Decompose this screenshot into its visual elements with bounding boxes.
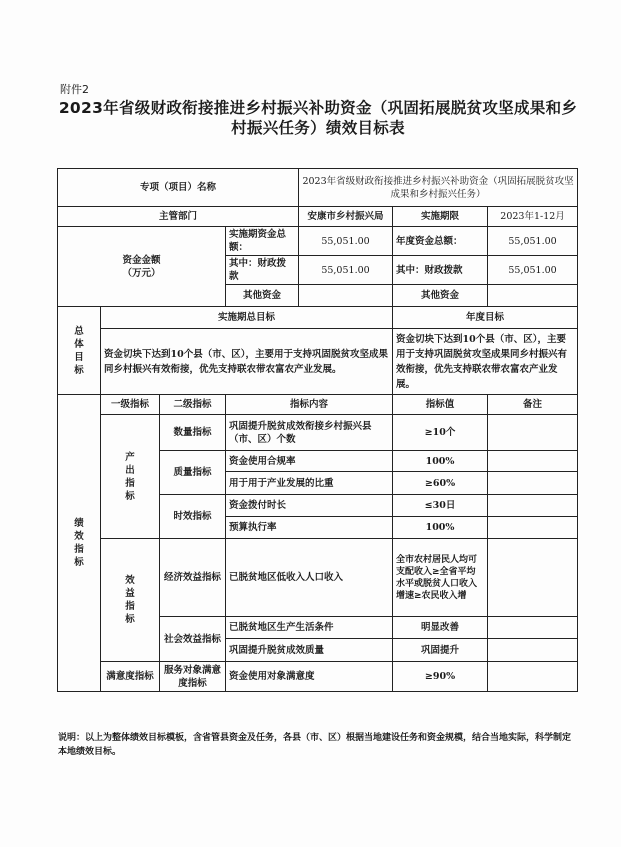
title-line-2: 村振兴任务）绩效目标表 <box>231 119 405 137</box>
indicator-remark <box>488 639 578 662</box>
benefit-indicator-label <box>101 539 160 662</box>
dept-label: 主管部门 <box>58 207 299 227</box>
goals-header-row <box>58 307 578 329</box>
indicator-value: 100% <box>393 451 488 472</box>
funds-label-line-1: 资金金额 <box>122 254 161 266</box>
header-content: 指标内容 <box>226 395 393 415</box>
document-title <box>48 98 588 138</box>
period-value: 2023年1-12月 <box>488 207 578 227</box>
header-remark: 备注 <box>488 395 578 415</box>
indicator-remark <box>488 539 578 617</box>
quality-indicator-label: 质量指标 <box>160 451 226 495</box>
output-indicator-label <box>101 415 160 539</box>
social-indicator-label: 社会效益指标 <box>160 617 226 662</box>
overall-goal-section-label <box>58 307 101 395</box>
indicator-remark <box>488 617 578 639</box>
quantity-indicator-label: 数量指标 <box>160 415 226 451</box>
benefit-indicator-text: 效益指标 <box>125 575 135 625</box>
indicator-row <box>58 415 578 451</box>
indicator-content: 资金使用对象满意度 <box>226 662 393 692</box>
year-total-value: 55,051.00 <box>488 227 578 256</box>
other-label-year: 其他资金 <box>393 285 488 307</box>
indicator-value: ≤30日 <box>393 495 488 517</box>
fiscal-value-impl: 55,051.00 <box>299 256 393 285</box>
year-goal-text: 资金切块下达到10个县（市、区），主要用于支持巩固脱贫攻坚成果同乡村振兴有效衔接，优先支持联农带农富农产业发展。 <box>393 329 578 395</box>
project-name-value: 2023年省级财政衔接推进乡村振兴补助资金（巩固拓展脱贫攻坚成果和乡村振兴任务） <box>299 169 578 207</box>
performance-indicator-section-label <box>58 395 101 692</box>
title-line-1: 2023年省级财政衔接推进乡村振兴补助资金（巩固拓展脱贫攻坚成果和乡 <box>58 99 578 117</box>
impl-total-label: 实施期资金总额： <box>226 227 299 256</box>
output-indicator-text: 产出指标 <box>125 451 135 502</box>
dept-value: 安康市乡村振兴局 <box>299 207 393 227</box>
indicator-content: 预算执行率 <box>226 517 393 539</box>
indicator-value: ≥60% <box>393 472 488 495</box>
funds-row-1 <box>58 227 578 256</box>
goals-text-row <box>58 329 578 395</box>
indicator-content: 资金拨付时长 <box>226 495 393 517</box>
indicator-content: 资金使用合规率 <box>226 451 393 472</box>
dept-row <box>58 207 578 227</box>
indicator-value: ≥10个 <box>393 415 488 451</box>
overall-goal-section-text: 总体目标 <box>74 325 84 376</box>
impl-goal-text: 资金切块下达到10个县（市、区），主要用于支持巩固脱贫攻坚成果同乡村振兴有效衔接，优先支持联农带农富农产业发展。 <box>101 329 393 395</box>
project-name-row <box>58 169 578 207</box>
indicator-value: ≥90% <box>393 662 488 692</box>
attachment-label: 附件2 <box>60 83 89 96</box>
other-value-year <box>488 285 578 307</box>
project-name-label: 专项（项目）名称 <box>58 169 299 207</box>
other-label-impl: 其他资金 <box>226 285 299 307</box>
footnote: 说明：以上为整体绩效目标模板，含省管县资金及任务，各县（市、区）根据当地建设任务和资金规模，结合当地实际，科学制定本地绩效目标。 <box>58 733 572 757</box>
impl-total-value: 55,051.00 <box>299 227 393 256</box>
performance-target-table <box>57 168 578 692</box>
indicator-content: 已脱贫地区生产生活条件 <box>226 617 393 639</box>
indicator-value: 100% <box>393 517 488 539</box>
header-level2: 二级指标 <box>160 395 226 415</box>
indicator-content: 巩固提升脱贫成效衔接乡村振兴县（市、区）个数 <box>226 415 393 451</box>
indicator-remark <box>488 662 578 692</box>
indicator-remark <box>488 517 578 539</box>
year-total-label: 年度资金总额： <box>393 227 488 256</box>
impl-goal-label: 实施期总目标 <box>101 307 393 329</box>
indicator-remark <box>488 495 578 517</box>
funds-label-line-2: （万元） <box>122 267 161 279</box>
indicator-remark <box>488 415 578 451</box>
indicator-content: 巩固提升脱贫成效质量 <box>226 639 393 662</box>
indicator-value: 全市农村居民人均可支配收入≥全省平均水平或脱贫人口收入增速≥农民收入增 <box>393 539 488 617</box>
performance-indicator-section-text: 绩效指标 <box>74 518 84 568</box>
header-value: 指标值 <box>393 395 488 415</box>
indicator-value: 巩固提升 <box>393 639 488 662</box>
satisfaction-indicator-label: 满意度指标 <box>101 662 160 692</box>
fiscal-label-impl: 其中：财政拨款 <box>226 256 299 285</box>
timeliness-indicator-label: 时效指标 <box>160 495 226 539</box>
indicator-row <box>58 662 578 692</box>
fiscal-value-year: 55,051.00 <box>488 256 578 285</box>
funds-label <box>58 227 226 307</box>
indicator-content: 已脱贫地区低收入人口收入 <box>226 539 393 617</box>
indicator-row <box>58 539 578 617</box>
service-satisfaction-label: 服务对象满意度指标 <box>160 662 226 692</box>
period-label: 实施期限 <box>393 207 488 227</box>
indicator-remark <box>488 451 578 472</box>
year-goal-label: 年度目标 <box>393 307 578 329</box>
indicator-remark <box>488 472 578 495</box>
indicator-value: 明显改善 <box>393 617 488 639</box>
economic-indicator-label: 经济效益指标 <box>160 539 226 617</box>
indicator-header-row <box>58 395 578 415</box>
header-level1: 一级指标 <box>101 395 160 415</box>
indicator-content: 用于用于产业发展的比重 <box>226 472 393 495</box>
fiscal-label-year: 其中：财政拨款 <box>393 256 488 285</box>
other-value-impl <box>299 285 393 307</box>
